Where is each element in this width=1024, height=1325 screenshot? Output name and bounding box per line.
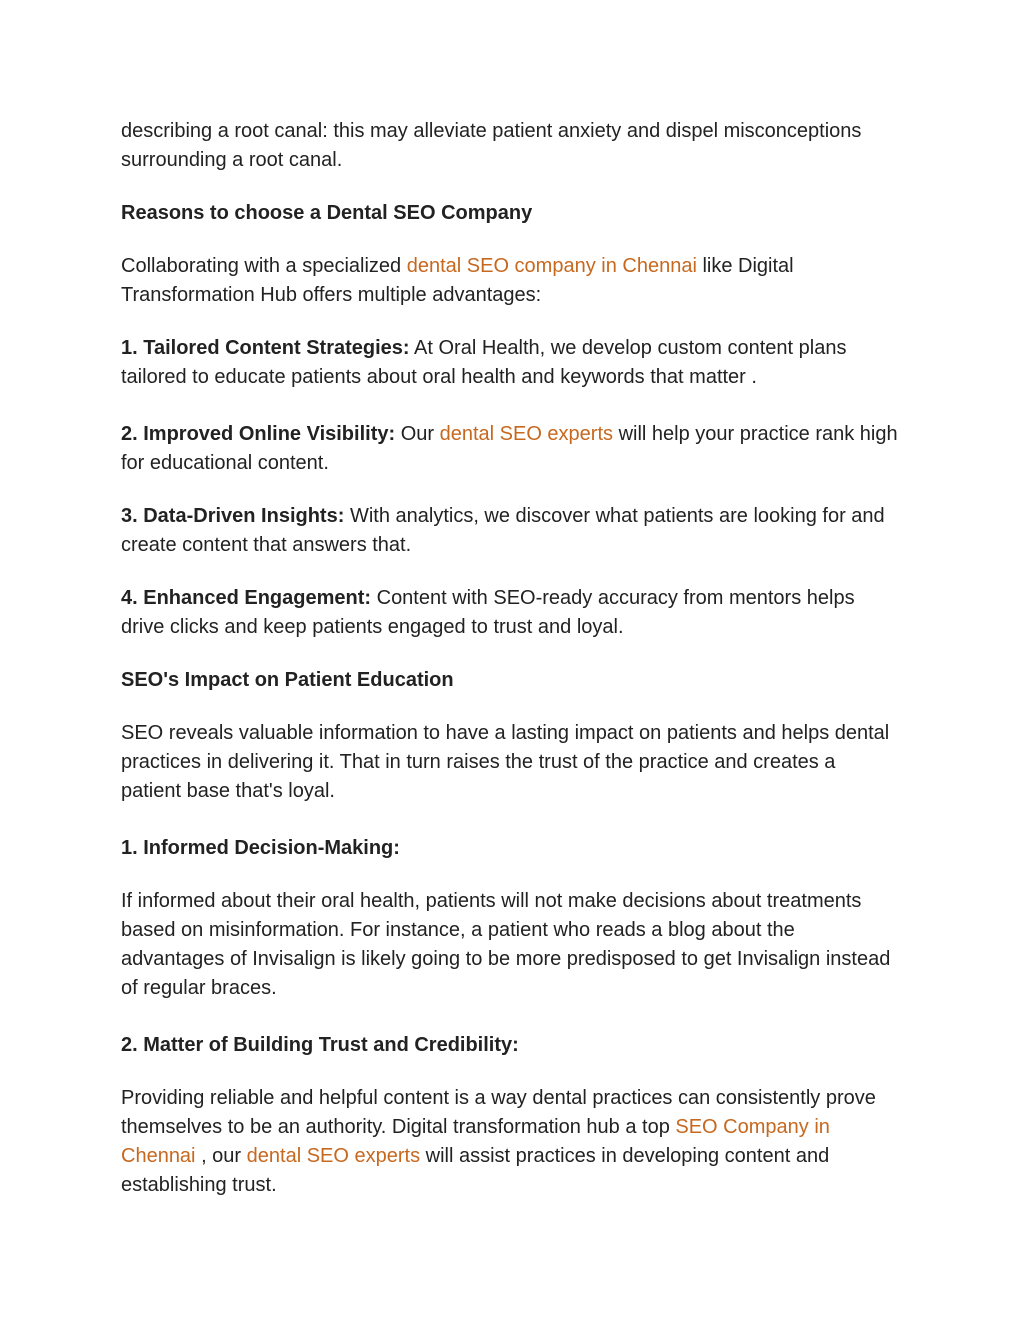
section-heading-impact: SEO's Impact on Patient Education <box>121 669 454 691</box>
reasons-intro-text-after: like Digital Transformation Hub offers multiple advantages: <box>121 255 794 306</box>
dental-seo-experts-link-2[interactable]: dental SEO experts <box>246 1145 421 1167</box>
list-item-data-driven <box>121 502 901 560</box>
list-item-text: At Oral Health, we develop custom content plans tailored to educate patients about oral health and keywords that matter . <box>121 337 847 388</box>
list-item-title: 3. Data-Driven Insights: <box>121 505 345 527</box>
subheading-trust-credibility: 2. Matter of Building Trust and Credibility: <box>121 1034 519 1056</box>
list-item-title: 2. Improved Online Visibility: <box>121 423 396 445</box>
dental-seo-experts-link[interactable]: dental SEO experts <box>439 423 614 445</box>
subheading-informed-decision: 1. Informed Decision-Making: <box>121 837 400 859</box>
trust-text-after: will assist practices in developing content and establishing trust. <box>121 1145 830 1196</box>
list-item-text-before: Our <box>395 423 440 445</box>
impact-paragraph: SEO reveals valuable information to have a lasting impact on patients and helps dental practices in delivering it. That in turn raises the trust of the practice and creates a patient base that's loyal. <box>121 722 890 802</box>
list-item-title: 4. Enhanced Engagement: <box>121 587 372 609</box>
dental-seo-company-link[interactable]: dental SEO company in Chennai <box>406 255 697 277</box>
list-item-title: 1. Tailored Content Strategies: <box>121 337 410 359</box>
informed-decision-paragraph: If informed about their oral health, patients will not make decisions about treatments based on misinformation. For instance, a patient who reads a blog about the advantages of Invisalign is likely going to be more predisposed to get Invisalign instead of regular braces. <box>121 890 891 999</box>
section-heading-reasons: Reasons to choose a Dental SEO Company <box>121 202 533 224</box>
trust-credibility-paragraph <box>121 1084 901 1200</box>
reasons-intro-text-before: Collaborating with a specialized <box>121 255 407 277</box>
trust-text-middle: , our <box>195 1145 247 1167</box>
trust-text-before: Providing reliable and helpful content is a way dental practices can consistently prove themselves to be an authority. Digital transformation hub a top <box>121 1087 876 1138</box>
list-item-engagement <box>121 584 901 642</box>
intro-paragraph: describing a root canal: this may alleviate patient anxiety and dispel misconceptions surrounding a root canal. <box>121 120 862 171</box>
list-item-text: Content with SEO-ready accuracy from mentors helps drive clicks and keep patients engaged to trust and loyal. <box>121 587 855 638</box>
list-item-text: With analytics, we discover what patients are looking for and create content that answers that. <box>121 505 885 556</box>
list-item-online-visibility <box>121 420 901 478</box>
list-item-tailored-content <box>121 334 901 392</box>
reasons-intro-paragraph <box>121 252 901 310</box>
seo-company-chennai-link[interactable]: SEO Company in Chennai <box>121 1116 830 1167</box>
list-item-text-after: will help your practice rank high for educational content. <box>121 423 898 474</box>
document-page <box>121 117 901 1200</box>
